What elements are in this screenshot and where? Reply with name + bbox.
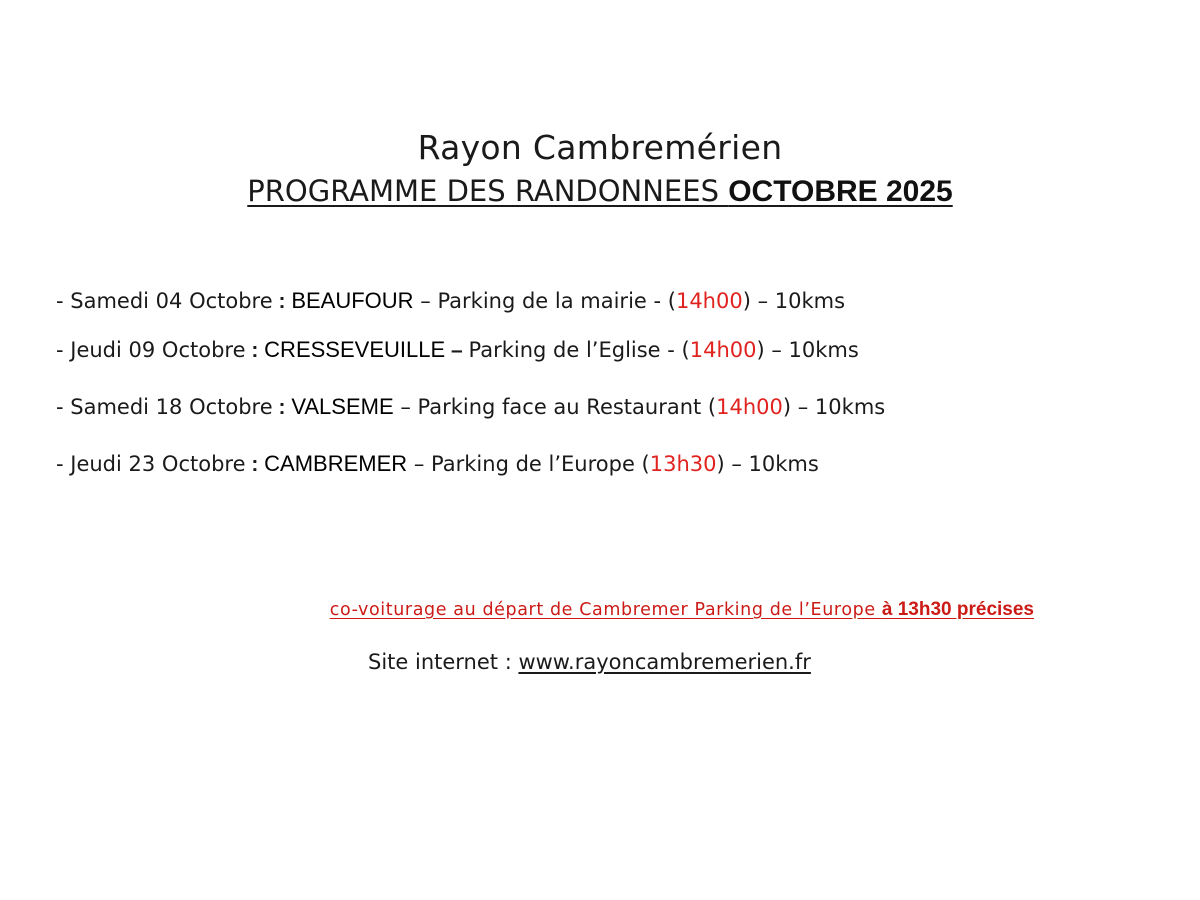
hike-row-3 — [56, 393, 885, 422]
hike-meeting: Parking face au Restaurant ( — [417, 395, 717, 419]
hike-time: 14h00 — [675, 289, 743, 313]
hike-meeting: Parking de l’Eglise - ( — [468, 338, 690, 362]
hike-row-2 — [56, 336, 859, 365]
website-line — [368, 648, 811, 676]
hike-date: - Jeudi 09 Octobre — [56, 338, 246, 362]
hike-closing: ) – 10kms — [756, 338, 859, 362]
hike-date: - Jeudi 23 Octobre — [56, 452, 246, 476]
hike-date: - Samedi 18 Octobre — [56, 395, 273, 419]
hike-closing: ) – 10kms — [716, 452, 819, 476]
hike-colon: : — [272, 396, 292, 419]
hike-sep: – — [407, 452, 432, 476]
doc-subtitle — [0, 172, 1200, 211]
website-link[interactable]: www.rayoncambremerien.fr — [518, 650, 811, 674]
hike-date: - Samedi 04 Octobre — [56, 289, 273, 313]
hike-sep: – — [413, 289, 438, 313]
carpool-emphasis: à 13h30 précises — [881, 599, 1034, 620]
subtitle-prefix: PROGRAMME DES RANDONNEES — [247, 174, 719, 208]
hike-row-1 — [56, 287, 845, 316]
hike-meeting: Parking de la mairie - ( — [437, 289, 676, 313]
doc-title: Rayon Cambremérien — [417, 128, 783, 167]
hike-meeting: Parking de l’Europe ( — [431, 452, 650, 476]
hike-time: 14h00 — [689, 338, 757, 362]
carpool-note — [330, 598, 1034, 622]
hike-closing: ) – 10kms — [782, 395, 886, 419]
website-label: Site internet : — [368, 650, 519, 674]
hike-time: 13h30 — [649, 452, 717, 476]
subtitle-month: OCTOBRE 2025 — [728, 175, 953, 208]
hike-time: 14h00 — [716, 395, 783, 419]
hike-closing: ) – 10kms — [742, 289, 846, 313]
hike-sep: – — [445, 339, 469, 362]
carpool-text: co-voiturage au départ de Cambremer Parking de l’Europe — [329, 600, 882, 620]
hike-colon: : — [272, 290, 292, 313]
hike-place: VALSEME — [291, 394, 394, 419]
hike-colon: : — [245, 339, 265, 362]
hike-sep: – — [393, 395, 418, 419]
hike-colon: : — [245, 453, 265, 476]
hike-place: BEAUFOUR — [291, 288, 414, 313]
doc-subtitle-underlined — [247, 174, 952, 208]
hike-row-4 — [56, 450, 819, 479]
hike-place: CAMBREMER — [264, 451, 408, 476]
hike-place: CRESSEVEUILLE — [264, 337, 446, 362]
